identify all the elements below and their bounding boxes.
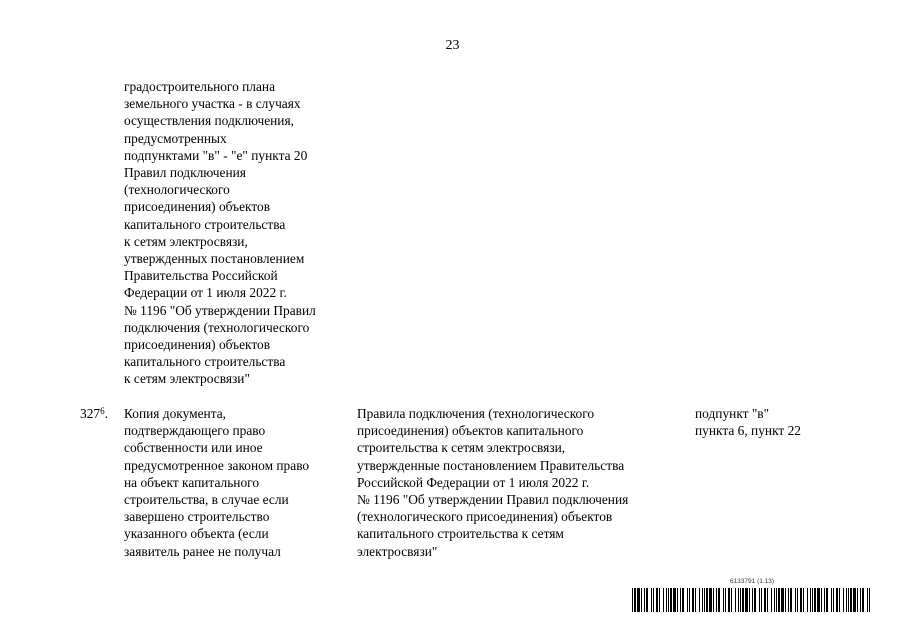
document-cell: Копия документа, подтверждающего право собственности или иное предусмотренное законом право на объект капитального строительства, в случае если завершено строительство указанного объекта (если заявитель ранее не получал (124, 406, 310, 559)
barcode-label: 6133791 (1.13) (729, 578, 775, 585)
barcode-image (632, 588, 872, 612)
row-number-suffix: . (104, 406, 108, 421)
clause-cell: подпункт "в" пункта 6, пункт 22 (695, 406, 802, 439)
row-number-superscript: 6 (100, 406, 105, 416)
legal-basis-cell: Правила подключения (технологического присоединения) объектов капитального строительства к сетям электросвязи, утвержденные постановлением Правительства Российской Федерации от 1 июля 2022 г. № 1196 "Об утверждении Правил подключения (технологического присоединения) объектов капитального строительства к сетям электросвязи" (357, 406, 629, 559)
row-number (80, 405, 122, 422)
page-number: 23 (445, 38, 460, 53)
continued-cell-text: градостроительного плана земельного участка - в случаях осуществления подключения, предусмотренных подпунктами "в" - "е" пункта 20 Правил подключения (технологического присоединения) объектов капитального строительства к сетям электросвязи, утвержденных постановлением Правительства Российской Федерации от 1 июля 2022 г. № 1196 "Об утверждении Правил подключения (технологического присоединения) объектов капитального строительства к сетям электросвязи" (124, 79, 316, 387)
row-number-main: 327 (80, 406, 101, 421)
